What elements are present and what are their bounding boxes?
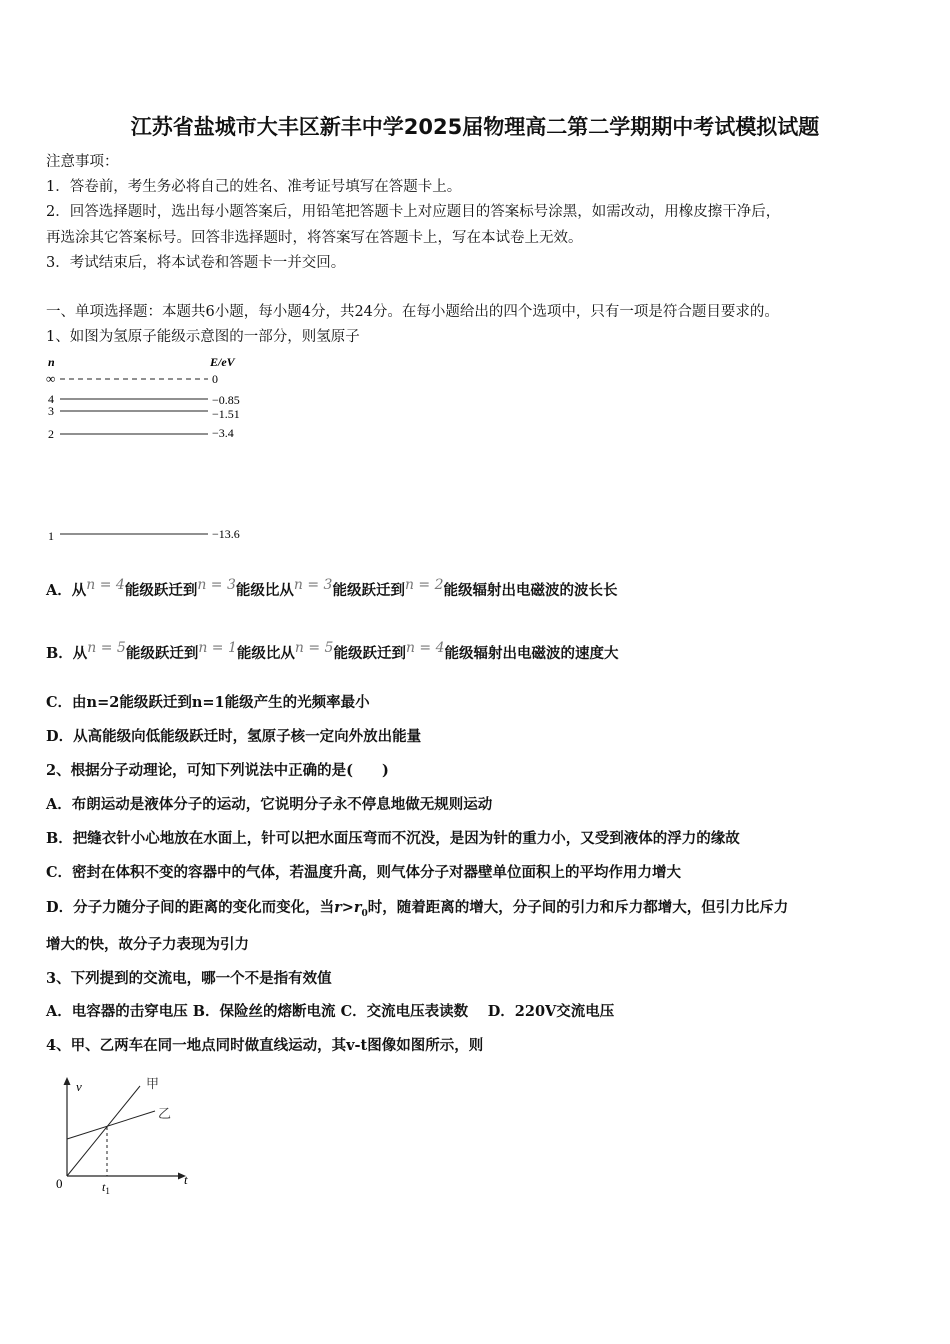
notice-item: 3．考试结束后，将本试卷和答题卡一并交回。 — [46, 255, 346, 271]
level-e-2: −3.4 — [212, 426, 234, 440]
question-4-stem: 4、甲、乙两车在同一地点同时做直线运动，其v-t图像如图所示，则 — [46, 1037, 484, 1054]
question-2-stem: 2、根据分子动理论，可知下列说法中正确的是( ) — [46, 762, 389, 779]
question-3-stem: 3、下列提到的交流电，哪一个不是指有效值 — [46, 970, 332, 987]
line-yi — [67, 1111, 155, 1139]
notice-item: 2．回答选择题时，选出每小题答案后，用铅笔把答题卡上对应题目的答案标号涂黑，如需改动，用橡皮擦干净后， — [46, 204, 781, 220]
level-e-3: −1.51 — [212, 407, 240, 421]
energy-level-diagram — [42, 352, 257, 547]
question-2-option-a: A．布朗运动是液体分子的运动，它说明分子永不停息地做无规则运动 — [46, 796, 493, 813]
question-2-option-d-continued: 增大的快，故分子力表现为引力 — [46, 936, 249, 953]
notice-heading: 注意事项： — [46, 154, 119, 170]
level-n-4: 4 — [48, 392, 54, 406]
level-n-1: 1 — [48, 529, 54, 543]
question-2-option-c: C．密封在体积不变的容器中的气体，若温度升高，则气体分子对器壁单位面积上的平均作用力增大 — [46, 864, 682, 881]
question-1-option-c: C．由n=2能级跃迁到n=1能级产生的光频率最小 — [46, 694, 370, 711]
v-axis-arrow — [64, 1077, 71, 1085]
yi-label: 乙 — [158, 1106, 172, 1121]
question-3-options: A．电容器的击穿电压 B．保险丝的熔断电流 C．交流电压表读数 D．220V交流电压 — [46, 1003, 615, 1020]
question-2-option-b: B．把缝衣针小心地放在水面上，针可以把水面压弯而不沉没，是因为针的重力小，又受到液体的浮力的缘故 — [46, 830, 740, 847]
line-jia — [67, 1086, 140, 1176]
n-axis-label: n — [48, 355, 55, 369]
level-n-2: 2 — [48, 427, 54, 441]
v-axis-label: v — [76, 1079, 82, 1094]
t-axis-label: t — [184, 1172, 188, 1187]
question-1-option-a: A．从n = 4能级跃迁到n = 3能级比从n = 3能级跃迁到n = 2能级辐射出电磁波的波长长 — [46, 577, 618, 599]
jia-label: 甲 — [146, 1076, 160, 1091]
level-n-3: 3 — [48, 404, 54, 418]
t1-label: $t_1$ — [102, 1180, 110, 1196]
notice-item: 1．答卷前，考生务必将自己的姓名、准考证号填写在答题卡上。 — [46, 179, 462, 195]
origin-label: 0 — [56, 1176, 63, 1191]
level-n-infinity: ∞ — [46, 371, 56, 386]
level-e-infinity: 0 — [212, 372, 218, 386]
level-e-4: −0.85 — [212, 393, 240, 407]
question-1-option-d: D．从高能级向低能级跃迁时，氢原子核一定向外放出能量 — [46, 728, 422, 745]
question-2-option-d: D．分子力随分子间的距离的变化而变化，当$r>r_0$时，随着距离的增大，分子间的引力和斥力都增大，但引力比斥力 — [46, 899, 789, 919]
question-1-stem: 1、如图为氢原子能级示意图的一部分，则氢原子 — [46, 329, 360, 345]
vt-graph — [50, 1072, 200, 1197]
notice-item: 再选涂其它答案标号。回答非选择题时，将答案写在答题卡上，写在本试卷上无效。 — [46, 230, 583, 246]
page-title: 江苏省盐城市大丰区新丰中学2025届物理高二第二学期期中考试模拟试题 — [130, 115, 820, 139]
question-1-option-b: B．从n = 5能级跃迁到n = 1能级比从n = 5能级跃迁到n = 4能级辐射出电磁波的速度大 — [46, 640, 619, 662]
section-heading: 一、单项选择题：本题共6小题，每小题4分，共24分。在每小题给出的四个选项中，只有一项是符合题目要求的。 — [46, 304, 779, 320]
level-e-1: −13.6 — [212, 527, 240, 541]
energy-axis-label: E/eV — [210, 355, 235, 369]
